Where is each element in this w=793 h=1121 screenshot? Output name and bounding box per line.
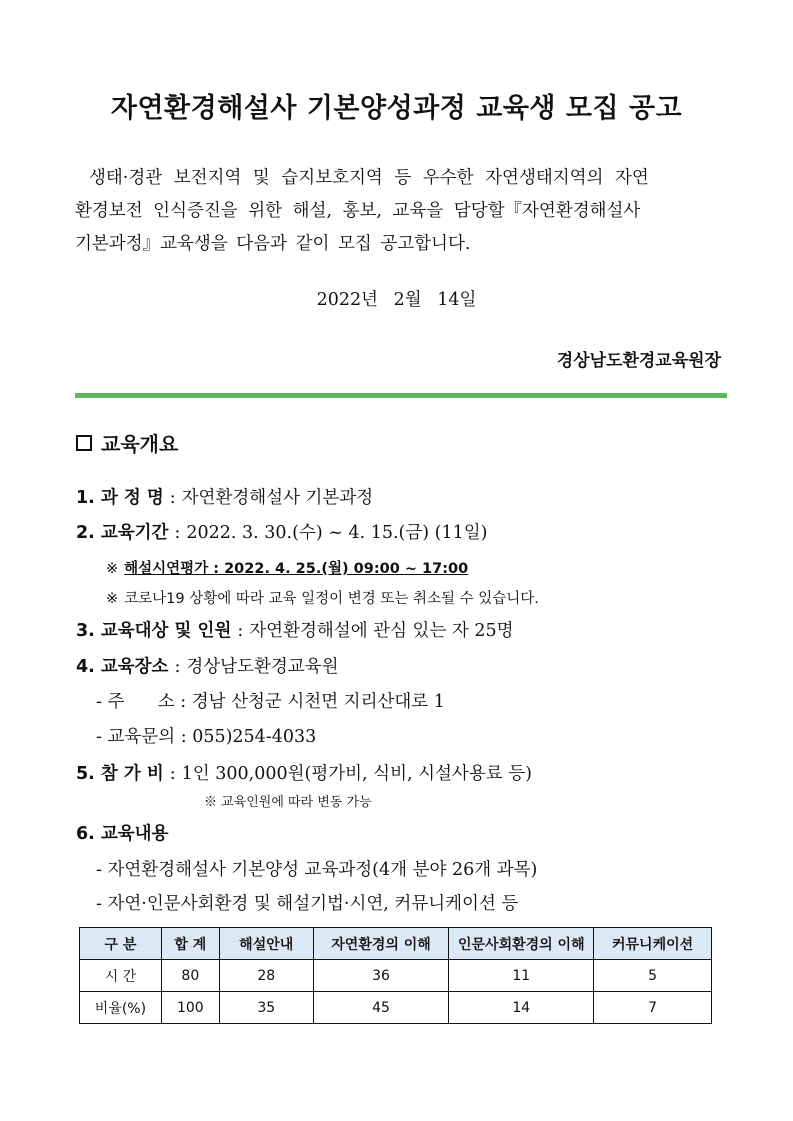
table-cell: 100	[161, 992, 219, 1024]
sub-dash: -	[96, 692, 102, 712]
item-number: 3.	[76, 621, 95, 641]
note-text: 코로나19 상황에 따라 교육 일정이 변경 또는 취소될 수 있습니다.	[124, 591, 539, 607]
table-cell: 45	[313, 992, 449, 1024]
table-header-cell: 커뮤니케이션	[594, 928, 712, 960]
item-value: 자연환경해설사 기본과정	[181, 488, 374, 508]
table-header-cell: 구 분	[80, 928, 162, 960]
item-period	[76, 519, 488, 544]
sub-separator: :	[180, 692, 187, 712]
checkbox-icon	[76, 435, 92, 451]
table-cell: 14	[449, 992, 594, 1024]
item-separator: :	[174, 657, 181, 677]
item-course	[76, 484, 373, 509]
signer: 경상남도환경교육원장	[556, 351, 721, 371]
sub-dash: -	[96, 727, 102, 747]
item-label: 과 정 명	[100, 488, 164, 508]
content-line: - 자연·인문사회환경 및 해설기법·시연, 커뮤니케이션 등	[96, 894, 519, 914]
sub-separator: :	[180, 727, 187, 747]
item-content	[76, 820, 168, 845]
item-separator: :	[174, 523, 181, 543]
intro-line: 환경보전 인식증진을 위한 해설, 홍보, 교육을 담당할『자연환경해설사	[75, 201, 641, 221]
period-note-evaluation	[106, 557, 468, 578]
sub-value: 경남 산청군 시천면 지리산대로 1	[191, 692, 445, 712]
page-title: 자연환경해설사 기본양성과정 교육생 모집 공고	[110, 93, 683, 124]
item-value: 1인 300,000원(평가비, 식비, 시설사용료 등)	[181, 764, 532, 784]
divider	[75, 393, 727, 398]
table-cell: 7	[594, 992, 712, 1024]
item-number: 5.	[76, 764, 95, 784]
item-label: 교육장소	[100, 657, 169, 677]
item-target	[76, 617, 514, 642]
content-line: - 자연환경해설사 기본양성 교육과정(4개 분야 26개 과목)	[96, 860, 538, 880]
item-value: 경상남도환경교육원	[186, 657, 339, 677]
sub-label: 교육문의	[107, 727, 176, 747]
table-header-row	[80, 928, 712, 960]
item-value: 2022. 3. 30.(수) ~ 4. 15.(금) (11일)	[186, 523, 488, 543]
item-label: 참 가 비	[100, 764, 164, 784]
note-mark: ※	[106, 561, 119, 577]
note-text: 해설시연평가 : 2022. 4. 25.(월) 09:00 ~ 17:00	[124, 561, 469, 577]
table-cell: 35	[219, 992, 313, 1024]
sub-label: 주 소	[107, 692, 175, 712]
curriculum-table	[79, 927, 712, 1024]
announcement-date: 2022년 2월 14일	[316, 290, 477, 310]
item-separator: :	[169, 764, 176, 784]
period-note-covid	[106, 587, 539, 608]
item-separator: :	[169, 488, 176, 508]
item-place	[76, 653, 339, 678]
table-cell: 28	[219, 960, 313, 992]
table-cell: 80	[161, 960, 219, 992]
table-cell: 5	[594, 960, 712, 992]
table-header-cell: 해설안내	[219, 928, 313, 960]
item-number: 1.	[76, 488, 95, 508]
note-mark: ※	[106, 591, 119, 607]
table-header-cell: 합 계	[161, 928, 219, 960]
intro-line: 기본과정』교육생을 다음과 같이 모집 공고합니다.	[75, 234, 471, 254]
item-label: 교육대상 및 인원	[100, 621, 232, 641]
item-value: 자연환경해설에 관심 있는 자 25명	[249, 621, 514, 641]
intro-paragraph	[75, 162, 725, 261]
item-separator: :	[237, 621, 244, 641]
table-cell: 시 간	[80, 960, 162, 992]
item-label: 교육기간	[100, 523, 169, 543]
item-number: 6.	[76, 824, 95, 844]
table-header-cell: 인문사회환경의 이해	[449, 928, 594, 960]
table-cell: 11	[449, 960, 594, 992]
item-label: 교육내용	[100, 824, 169, 844]
table-row	[80, 960, 712, 992]
section-heading-label: 교육개요	[101, 432, 179, 456]
item-number: 2.	[76, 523, 95, 543]
table-cell: 36	[313, 960, 449, 992]
table-cell: 비율(%)	[80, 992, 162, 1024]
fee-note: ※ 교육인원에 따라 변동 가능	[204, 795, 372, 810]
item-fee	[76, 760, 532, 785]
item-number: 4.	[76, 657, 95, 677]
place-contact	[96, 723, 316, 748]
place-address	[96, 688, 445, 713]
table-header-cell: 자연환경의 이해	[313, 928, 449, 960]
intro-line: 생태·경관 보전지역 및 습지보호지역 등 우수한 자연생태지역의 자연	[89, 168, 649, 188]
section-heading	[76, 428, 178, 457]
table-row	[80, 992, 712, 1024]
sub-value: 055)254-4033	[192, 727, 317, 747]
